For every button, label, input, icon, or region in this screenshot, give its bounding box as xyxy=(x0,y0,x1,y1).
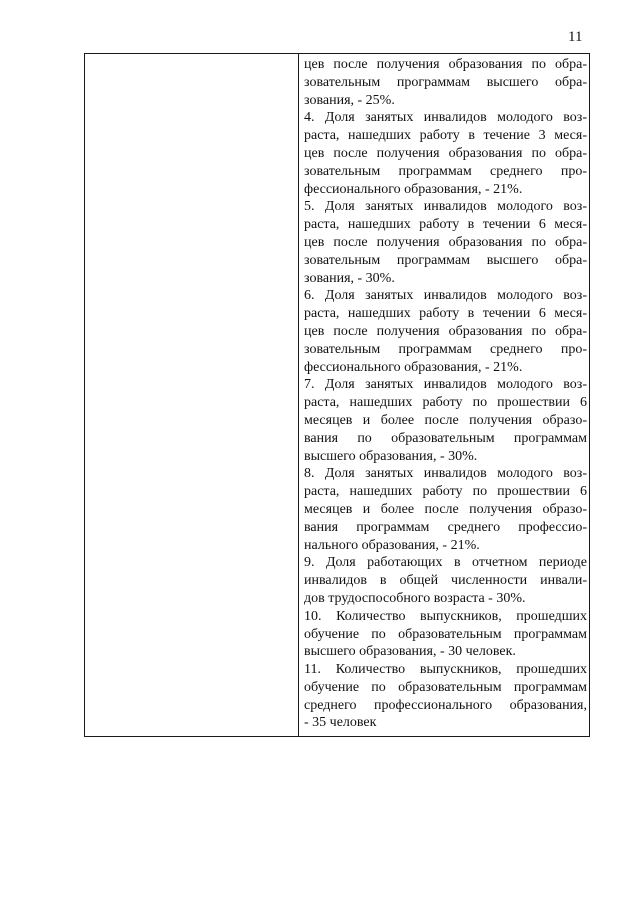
text-line: - 35 человек xyxy=(304,715,377,731)
text-line: зовательным программам среднего про- xyxy=(304,163,587,179)
text-line: 11. Количество выпускников, прошедших xyxy=(304,662,587,678)
page-number: 11 xyxy=(568,29,583,45)
text-line: вания программам среднего профессио- xyxy=(304,519,587,535)
text-line: инвалидов в общей численности инвали- xyxy=(304,573,587,589)
text-line: зовательным программам высшего обра- xyxy=(304,252,587,268)
table-right-column xyxy=(304,56,587,732)
text-line: 9. Доля работающих в отчетном периоде xyxy=(304,555,587,571)
text-line: 10. Количество выпускников, прошедших xyxy=(304,608,587,624)
text-line: обучение по образовательным программам xyxy=(304,679,587,695)
text-line: высшего образования, - 30 человек. xyxy=(304,644,516,660)
text-line: 5. Доля занятых инвалидов молодого воз- xyxy=(304,199,587,215)
text-line: раста, нашедших работу по прошествии 6 xyxy=(304,395,587,411)
text-line: 4. Доля занятых инвалидов молодого воз- xyxy=(304,110,587,126)
text-line: зовательным программам высшего обра- xyxy=(304,74,587,90)
text-line: 8. Доля занятых инвалидов молодого воз- xyxy=(304,466,587,482)
document-table xyxy=(84,53,590,737)
column-divider xyxy=(298,54,299,736)
text-line: раста, нашедших работу в течении 6 меся- xyxy=(304,217,587,233)
text-line: цев после получения образования по обра- xyxy=(304,323,587,339)
text-line: цев после получения образования по обра- xyxy=(304,234,587,250)
text-line: фессионального образования, - 21%. xyxy=(304,359,523,375)
table-left-column xyxy=(85,54,298,736)
text-line: зования, - 30%. xyxy=(304,270,395,286)
text-line: 6. Доля занятых инвалидов молодого воз- xyxy=(304,288,587,304)
text-line: обучение по образовательным программам xyxy=(304,626,587,642)
text-line: фессионального образования, - 21%. xyxy=(304,181,523,197)
text-line: раста, нашедших работу в течении 6 меся- xyxy=(304,306,587,322)
text-line: зования, - 25%. xyxy=(304,92,395,108)
text-line: нального образования, - 21%. xyxy=(304,537,480,553)
text-line: среднего профессионального образования, xyxy=(304,697,587,713)
text-line: зовательным программам среднего про- xyxy=(304,341,587,357)
text-line: цев после получения образования по обра- xyxy=(304,145,587,161)
text-line: месяцев и более после получения образо- xyxy=(304,412,587,428)
text-line: раста, нашедших работу по прошествии 6 xyxy=(304,484,587,500)
text-line: цев после получения образования по обра- xyxy=(304,57,587,72)
text-line: 7. Доля занятых инвалидов молодого воз- xyxy=(304,377,587,393)
text-line: высшего образования, - 30%. xyxy=(304,448,478,464)
text-line: вания по образовательным программам xyxy=(304,430,587,446)
text-line: раста, нашедших работу в течение 3 меся- xyxy=(304,128,587,144)
text-line: дов трудоспособного возраста - 30%. xyxy=(304,590,526,606)
text-line: месяцев и более после получения образо- xyxy=(304,501,587,517)
